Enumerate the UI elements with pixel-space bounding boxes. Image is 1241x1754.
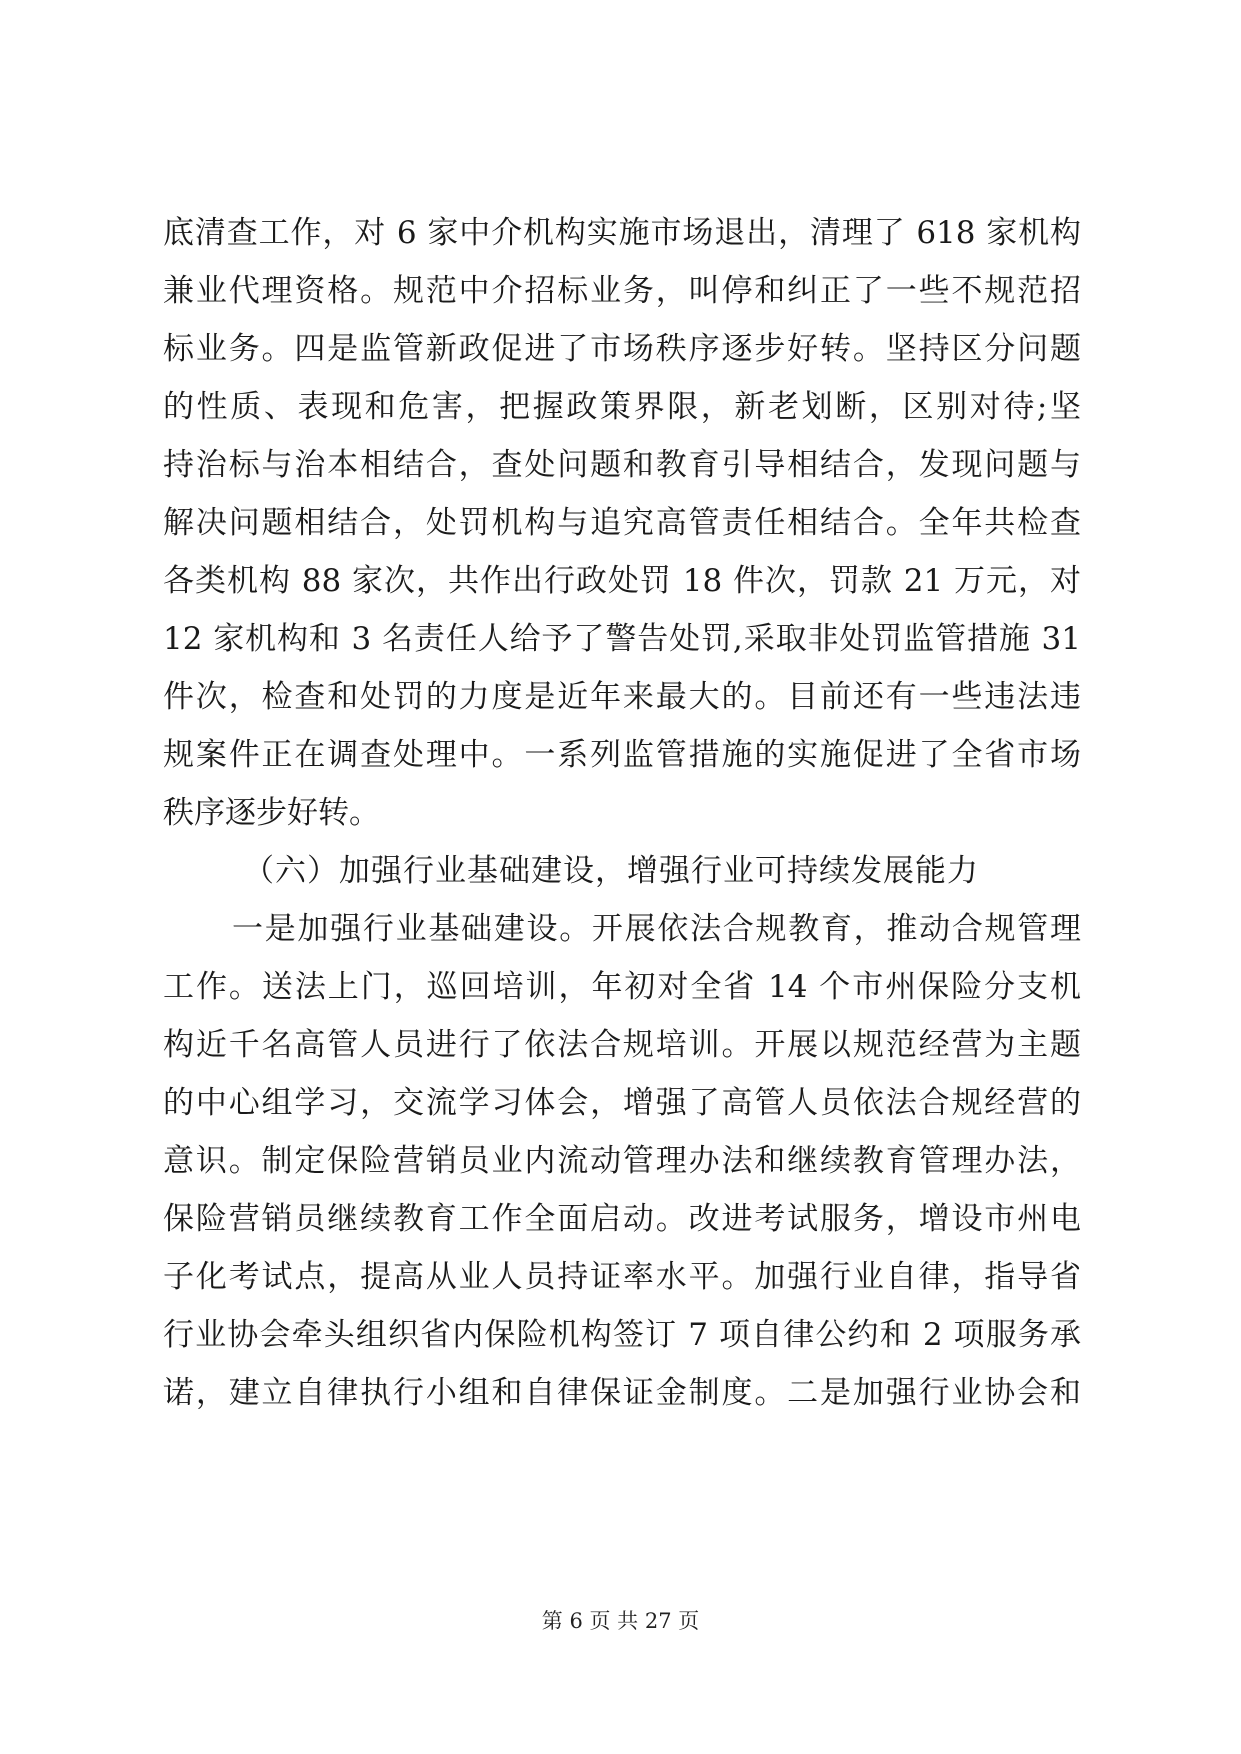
body-line-2: 兼业代理资格。规范中介招标业务，叫停和纠正了一些不规范招 bbox=[163, 273, 1081, 309]
section-line-9: 诺，建立自律执行小组和自律保证金制度。二是加强行业协会和 bbox=[163, 1375, 1081, 1411]
body-line-1: 底清查工作，对 6 家中介机构实施市场退出，清理了 618 家机构 bbox=[163, 215, 1081, 251]
body-line-7: 各类机构 88 家次，共作出行政处罚 18 件次，罚款 21 万元，对 bbox=[163, 563, 1081, 599]
page-footer: 第 6 页 共 27 页 bbox=[541, 1609, 700, 1633]
section-line-3: 构近千名高管人员进行了依法合规培训。开展以规范经营为主题 bbox=[163, 1027, 1081, 1063]
section-line-7: 子化考试点，提高从业人员持证率水平。加强行业自律，指导省 bbox=[163, 1259, 1081, 1295]
body-line-10: 规案件正在调查处理中。一系列监管措施的实施促进了全省市场 bbox=[163, 737, 1081, 773]
section-line-5: 意识。制定保险营销员业内流动管理办法和继续教育管理办法， bbox=[163, 1143, 1081, 1179]
body-line-11: 秩序逐步好转。 bbox=[163, 795, 380, 831]
section-line-2: 工作。送法上门，巡回培训，年初对全省 14 个市州保险分支机 bbox=[163, 969, 1081, 1005]
body-line-9: 件次，检查和处罚的力度是近年来最大的。目前还有一些违法违 bbox=[163, 679, 1081, 715]
body-line-6: 解决问题相结合，处罚机构与追究高管责任相结合。全年共检查 bbox=[163, 505, 1081, 541]
section-line-1: 一是加强行业基础建设。开展依法合规教育，推动合规管理 bbox=[232, 911, 1081, 947]
section-heading: （六）加强行业基础建设，增强行业可持续发展能力 bbox=[243, 853, 979, 889]
body-line-3: 标业务。四是监管新政促进了市场秩序逐步好转。坚持区分问题 bbox=[163, 331, 1081, 367]
body-line-4: 的性质、表现和危害，把握政策界限，新老划断，区别对待;坚 bbox=[163, 389, 1081, 425]
body-line-8: 12 家机构和 3 名责任人给予了警告处罚,采取非处罚监管措施 31 bbox=[163, 621, 1081, 657]
section-line-6: 保险营销员继续教育工作全面启动。改进考试服务，增设市州电 bbox=[163, 1201, 1081, 1237]
section-line-8: 行业协会牵头组织省内保险机构签订 7 项自律公约和 2 项服务承 bbox=[163, 1317, 1081, 1353]
body-line-5: 持治标与治本相结合，查处问题和教育引导相结合，发现问题与 bbox=[163, 447, 1081, 483]
section-line-4: 的中心组学习，交流学习体会，增强了高管人员依法合规经营的 bbox=[163, 1085, 1081, 1121]
